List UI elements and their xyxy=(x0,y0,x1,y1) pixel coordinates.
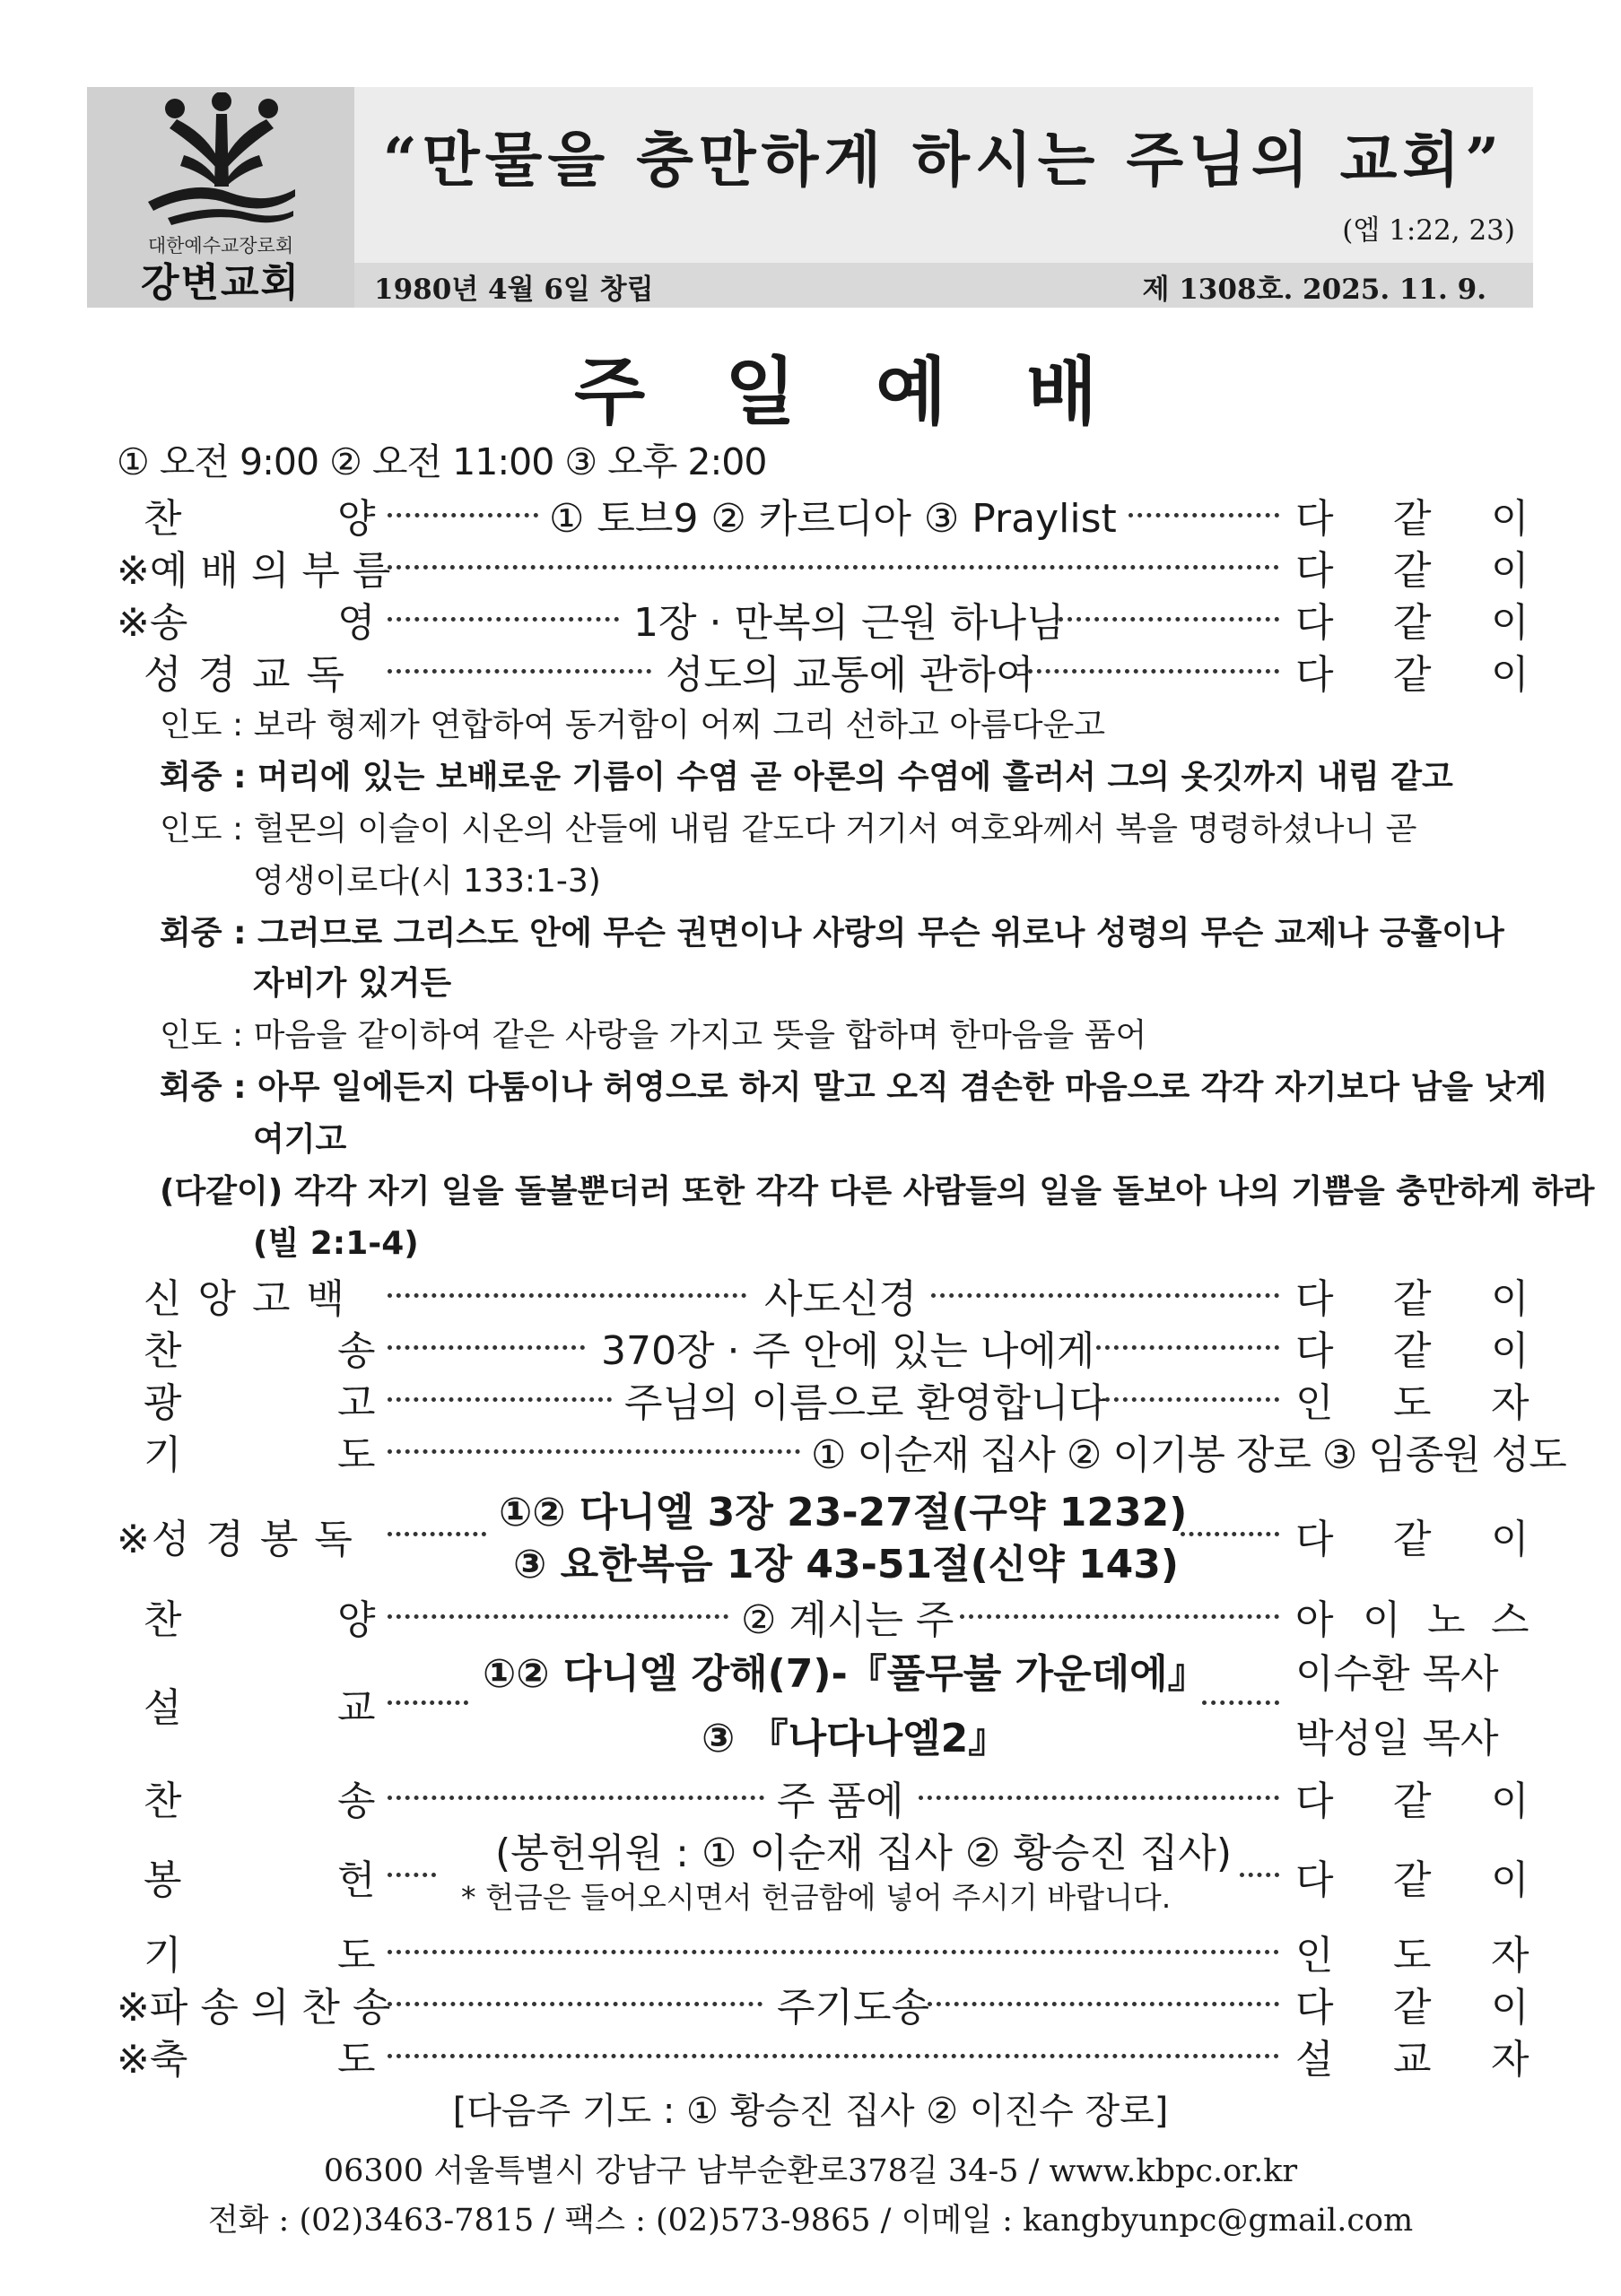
leader-dots xyxy=(1096,1397,1279,1402)
denomination: 대한예수교장로회 xyxy=(147,235,294,257)
reading-text: 보라 형제가 연합하여 동거함이 어찌 그리 선하고 아름다운고 xyxy=(253,707,1106,744)
order-item-responsive-reading xyxy=(0,642,1621,698)
responder: 다 xyxy=(1295,1857,1334,1903)
order-label: ※송 xyxy=(117,600,188,646)
reading-text: 마음을 같이하여 같은 사랑을 가지고 뜻을 합하며 한마음을 품어 xyxy=(253,1017,1147,1054)
order-label: 기 xyxy=(144,1432,182,1478)
title-char: 주 xyxy=(574,350,646,435)
scripture-reading-1: ①② 다니엘 3장 23-27절(구약 1232) xyxy=(499,1490,1188,1535)
order-content: 성도의 교통에 관하여 xyxy=(666,652,1034,698)
responder: 노 xyxy=(1427,1597,1466,1643)
responder: 이 xyxy=(1491,496,1529,542)
responder: 도 xyxy=(1393,1380,1432,1426)
order-item-praise xyxy=(0,486,1621,542)
responder: 아 xyxy=(1295,1597,1334,1643)
reading-text: 그러므로 그리스도 안에 무슨 권면이나 사랑의 무슨 위로나 성령의 무슨 교제나 긍휼이나 xyxy=(257,915,1504,952)
issue-number: 제 1308호. 2025. 11. 9. xyxy=(1142,274,1486,306)
leader-dots xyxy=(919,1796,1279,1800)
reading-prefix: 인도 : xyxy=(160,707,244,744)
motto-panel xyxy=(354,87,1533,263)
order-item-hymn xyxy=(0,1318,1621,1374)
leader-dots xyxy=(960,1614,1279,1619)
order-content: ② 계시는 주 xyxy=(741,1597,954,1643)
responder: 이 xyxy=(1491,652,1529,698)
responder: 자 xyxy=(1491,1933,1529,1979)
responder: 다 xyxy=(1295,1276,1334,1322)
responder: 같 xyxy=(1393,1328,1432,1374)
responder: 이 xyxy=(1491,548,1529,594)
reading-text: 머리에 있는 보배로운 기름이 수염 곧 아론의 수염에 흘러서 그의 옷깃까지 내림 같고 xyxy=(257,759,1453,796)
leader-dots xyxy=(388,1345,585,1350)
reading-line-congregation xyxy=(160,1062,1547,1108)
responder: 다 xyxy=(1295,1517,1334,1562)
responder: 이 xyxy=(1491,1276,1529,1322)
order-label: 고 xyxy=(337,1380,376,1426)
order-label: 찬 xyxy=(144,1597,182,1643)
order-item-anthem xyxy=(0,1587,1621,1643)
order-label: 도 xyxy=(337,1432,376,1478)
responder: 다 xyxy=(1295,496,1334,542)
church-address: 06300 서울특별시 강남구 남부순환로378길 34-5 / www.kbpc.or.kr xyxy=(323,2153,1298,2189)
leader-dots xyxy=(388,1614,728,1619)
leader-dots xyxy=(931,1293,1279,1298)
reading-line-congregation xyxy=(160,908,1504,953)
responder: 설 xyxy=(1295,2037,1334,2083)
info-bar xyxy=(354,263,1533,308)
service-times: ① 오전 9:00 ② 오전 11:00 ③ 오후 2:00 xyxy=(117,440,767,483)
title-char: 예 xyxy=(876,350,947,435)
order-content: ① 토브9 ② 카르디아 ③ Praylist xyxy=(549,496,1117,542)
responder: 이 xyxy=(1491,1779,1529,1824)
leader-dots xyxy=(1059,617,1279,622)
responder: 이 xyxy=(1363,1597,1401,1643)
church-motto: “만물을 충만하게 하시는 주님의 교회” xyxy=(382,125,1505,195)
preacher: 박성일 목사 xyxy=(1295,1716,1499,1761)
leader-dots xyxy=(388,1397,612,1402)
order-item-sermon xyxy=(0,1641,1621,1760)
responder: 같 xyxy=(1393,496,1432,542)
order-label: ※예 배 의 부 름 xyxy=(117,548,391,594)
leader-dots xyxy=(388,565,1279,570)
order-label: 찬 xyxy=(144,1328,182,1374)
reading-line-leader xyxy=(160,700,1105,745)
order-content: 370장 · 주 안에 있는 나에게 xyxy=(601,1328,1095,1374)
offering-note: * 헌금은 들어오시면서 헌금함에 넣어 주시기 바랍니다. xyxy=(461,1880,1172,1915)
leader-dots xyxy=(388,1796,764,1800)
responder: 같 xyxy=(1393,652,1432,698)
order-label: 양 xyxy=(337,1597,376,1643)
order-label: 송 xyxy=(337,1779,376,1824)
leader-dots xyxy=(388,1950,1279,1954)
order-item-sending-hymn xyxy=(0,1975,1621,2031)
leader-dots xyxy=(388,1532,486,1536)
scripture-reading-2: ③ 요한복음 1장 43-51절(신약 143) xyxy=(513,1542,1179,1587)
leader-dots xyxy=(928,2002,1279,2006)
order-item-announcements xyxy=(0,1370,1621,1426)
founded-date: 1980년 4월 6일 창립 xyxy=(374,274,654,306)
responder: 인 xyxy=(1295,1933,1334,1979)
bulletin-header xyxy=(87,87,1533,308)
order-item-scripture xyxy=(0,1480,1621,1587)
leader-dots xyxy=(1181,1532,1279,1536)
reading-line-leader xyxy=(160,804,1416,849)
offering-committee: (봉헌위원 : ① 이순재 집사 ② 황승진 집사) xyxy=(495,1831,1233,1876)
order-label: 도 xyxy=(337,2037,376,2083)
responder: 다 xyxy=(1295,600,1334,646)
order-item-offering xyxy=(0,1821,1621,1921)
order-label: 신 앙 고 백 xyxy=(144,1276,346,1322)
responder: 이 xyxy=(1491,600,1529,646)
order-item-hymn-2 xyxy=(0,1769,1621,1824)
order-label: 양 xyxy=(337,496,376,542)
church-logo-icon xyxy=(141,92,302,227)
order-content: 주 품에 xyxy=(777,1779,904,1824)
preacher: 이수환 목사 xyxy=(1295,1651,1499,1697)
reading-prefix: 인도 : xyxy=(160,1017,244,1054)
responder: 같 xyxy=(1393,1857,1432,1903)
order-item-benediction xyxy=(0,2027,1621,2083)
responder: 다 xyxy=(1295,652,1334,698)
order-label: 교 xyxy=(337,1685,376,1731)
order-content: 1장 · 만복의 근원 하나님 xyxy=(633,600,1065,646)
responder: 이 xyxy=(1491,1985,1529,2031)
responder: 같 xyxy=(1393,600,1432,646)
responder: 같 xyxy=(1393,548,1432,594)
responder: 같 xyxy=(1393,1276,1432,1322)
responder: 도 xyxy=(1393,1933,1432,1979)
leader-dots xyxy=(388,513,538,517)
page-title xyxy=(0,334,1621,435)
logo-panel xyxy=(87,87,354,308)
reading-text: 아무 일에든지 다툼이나 허영으로 하지 말고 오직 겸손한 마음으로 각각 자기보다 남을 낫게 xyxy=(257,1069,1547,1106)
leader-dots xyxy=(1096,1345,1279,1350)
responder: 같 xyxy=(1393,1517,1432,1562)
church-name: 강변교회 xyxy=(140,260,301,306)
responder: 스 xyxy=(1491,1597,1529,1643)
reading-prefix: 회중 : xyxy=(160,1069,247,1106)
reading-line-congregation xyxy=(160,752,1453,797)
church-contact: 전화 : (02)3463-7815 / 팩스 : (02)573-9865 / 이메일 : kangbyunpc@gmail.com xyxy=(207,2203,1414,2239)
order-label: 헌 xyxy=(337,1857,376,1903)
order-label: ※파 송 의 찬 송 xyxy=(117,1985,391,2031)
order-content: 주님의 이름으로 환영합니다 xyxy=(624,1380,1108,1426)
reading-line-leader xyxy=(160,1010,1146,1056)
responder: 교 xyxy=(1393,2037,1432,2083)
leader-dots xyxy=(1129,513,1279,517)
order-label: ※성 경 봉 독 xyxy=(117,1517,354,1562)
responder: 이 xyxy=(1491,1857,1529,1903)
reading-line-continued: 영생이로다(시 133:1-3) xyxy=(253,863,601,900)
order-content: 주기도송 xyxy=(777,1985,930,2031)
responder: 다 xyxy=(1295,1779,1334,1824)
order-item-prayer-2 xyxy=(0,1923,1621,1979)
reading-line-continued: (빌 2:1-4) xyxy=(253,1225,419,1262)
leader-dots xyxy=(1028,669,1279,674)
responder: 이 xyxy=(1491,1328,1529,1374)
responder: 인 xyxy=(1295,1380,1334,1426)
reading-text: 헐몬의 이슬이 시온의 산들에 내림 같도다 거기서 여호와께서 복을 명령하셨나니 곧 xyxy=(253,811,1417,848)
order-item-call-to-worship xyxy=(0,538,1621,594)
leader-dots xyxy=(388,1700,468,1705)
order-label: 성 경 교 독 xyxy=(144,652,346,698)
motto-reference: (엡 1:22, 23) xyxy=(1342,214,1515,247)
reading-line-continued: 여기고 xyxy=(253,1121,347,1158)
responder: 같 xyxy=(1393,1779,1432,1824)
prayer-leaders: ① 이순재 집사 ② 이기봉 장로 ③ 임종원 성도 xyxy=(811,1432,1566,1478)
leader-dots xyxy=(388,1449,800,1454)
leader-dots xyxy=(388,2002,763,2006)
order-label: 설 xyxy=(144,1685,182,1731)
responder: 자 xyxy=(1491,1380,1529,1426)
order-label: 봉 xyxy=(144,1857,182,1903)
title-char: 배 xyxy=(1026,350,1098,435)
order-content: 사도신경 xyxy=(764,1276,918,1322)
leader-dots xyxy=(388,1873,436,1877)
leader-dots xyxy=(1202,1700,1279,1705)
reading-prefix: 회중 : xyxy=(160,915,247,952)
order-label: 송 xyxy=(337,1328,376,1374)
order-label: 찬 xyxy=(144,1779,182,1824)
sermon-title-1: ①② 다니엘 강해(7)-『풀무불 가운데에』 xyxy=(483,1651,1207,1697)
responder: 자 xyxy=(1491,2037,1529,2083)
leader-dots xyxy=(388,1293,746,1298)
title-char: 일 xyxy=(725,350,797,435)
leader-dots xyxy=(388,2054,1279,2058)
leader-dots xyxy=(388,617,619,622)
responder: 다 xyxy=(1295,1985,1334,2031)
next-week-prayer: [다음주 기도 : ① 황승진 집사 ② 이진수 장로] xyxy=(452,2091,1169,2132)
order-label: 광 xyxy=(144,1380,182,1426)
order-item-doxology xyxy=(0,590,1621,646)
reading-line-all: (다같이) 각각 자기 일을 돌볼뿐더러 또한 각각 다른 사람들의 일을 돌보아 나의 기쁨을 충만하게 하라 xyxy=(160,1173,1595,1210)
order-label: ※축 xyxy=(117,2037,188,2083)
reading-line-continued: 자비가 있거든 xyxy=(253,965,452,1002)
order-label: 도 xyxy=(337,1933,376,1979)
leader-dots xyxy=(388,669,651,674)
responder: 다 xyxy=(1295,548,1334,594)
sermon-title-2: ③ 『나다나엘2』 xyxy=(702,1716,1008,1761)
order-item-prayer xyxy=(0,1422,1621,1478)
leader-dots xyxy=(1240,1873,1279,1877)
order-label: 찬 xyxy=(144,496,182,542)
order-label: 영 xyxy=(337,600,376,646)
order-item-creed xyxy=(0,1266,1621,1322)
responder: 같 xyxy=(1393,1985,1432,2031)
responder: 이 xyxy=(1491,1517,1529,1562)
reading-prefix: 회중 : xyxy=(160,759,247,796)
order-label: 기 xyxy=(144,1933,182,1979)
responder: 다 xyxy=(1295,1328,1334,1374)
reading-prefix: 인도 : xyxy=(160,811,244,848)
